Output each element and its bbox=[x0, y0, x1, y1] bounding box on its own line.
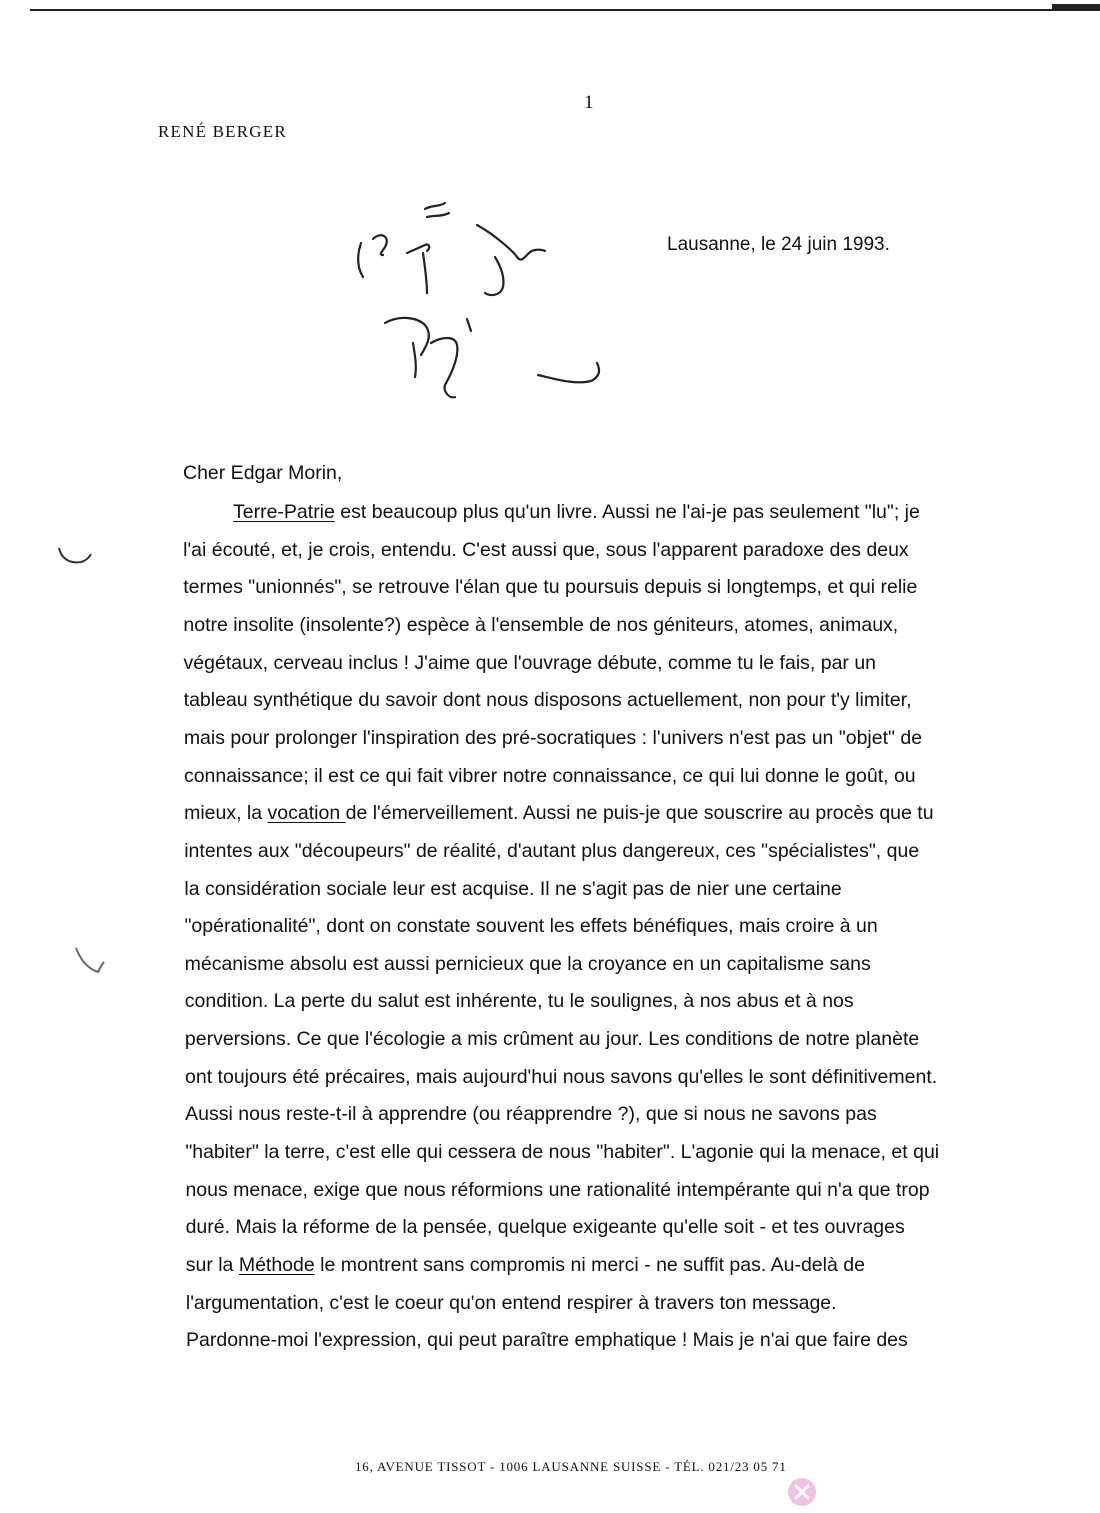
body-text-span: termes "unionnés", se retrouve l'élan que tu poursuis depuis si longtemps, et qui relie bbox=[183, 576, 918, 598]
body-text-span: le montrent sans compromis ni merci - ne suffit pas. Au-delà de bbox=[314, 1254, 865, 1276]
body-line bbox=[185, 1178, 929, 1202]
body-text-span: végétaux, cerveau inclus ! J'aime que l'ouvrage débute, comme tu le fais, par un bbox=[183, 652, 877, 674]
body-text-span: mais pour prolonger l'inspiration des pré-socratiques : l'univers n'est pas un "objet" de bbox=[183, 727, 923, 749]
page-number: 1 bbox=[584, 92, 594, 113]
body-text-span: Aussi nous reste-t-il à apprendre (ou réapprendre ?), que si nous ne savons pas bbox=[185, 1103, 877, 1125]
body-line bbox=[184, 651, 877, 675]
body-text-span: la considération sociale leur est acquise. Il ne s'agit pas de nier une certaine bbox=[184, 878, 842, 900]
letterhead-address: 16, AVENUE TISSOT - 1006 LAUSANNE SUISSE - TÉL. 021/23 05 71 bbox=[355, 1459, 787, 1474]
margin-pencil-mark bbox=[70, 942, 110, 982]
body-line bbox=[184, 764, 916, 788]
body-text-span: duré. Mais la réforme de la pensée, quelque exigeante qu'elle soit - et tes ouvrages bbox=[185, 1216, 905, 1238]
body-text-span: perversions. Ce que l'écologie a mis crûment au jour. Les conditions de notre planète bbox=[184, 1028, 920, 1050]
body-line bbox=[184, 839, 919, 863]
body-text-span: mécanisme absolu est aussi pernicieux que la croyance en un capitalisme sans bbox=[184, 953, 871, 975]
body-text-span: nous menace, exige que nous réformions une rationalité intempérante qui n'a que trop bbox=[185, 1179, 930, 1201]
letter-date: Lausanne, le 24 juin 1993. bbox=[667, 234, 890, 255]
underlined-text: vocation bbox=[267, 802, 346, 824]
body-line bbox=[184, 877, 841, 901]
body-line bbox=[185, 1102, 877, 1126]
body-text-span: tableau synthétique du savoir dont nous disposons actuellement, non pour t'y limiter, bbox=[183, 689, 912, 711]
body-line bbox=[186, 1328, 908, 1352]
body-line bbox=[185, 1065, 937, 1089]
body-text-span: connaissance; il est ce qui fait vibrer notre connaissance, ce qui lui donne le goût, ou bbox=[183, 765, 916, 787]
body-text-span: est beaucoup plus qu'un livre. Aussi ne l'ai-je pas seulement "lu"; je bbox=[334, 501, 920, 523]
body-line bbox=[184, 726, 922, 750]
body-line bbox=[185, 989, 854, 1013]
body-line bbox=[186, 1215, 905, 1239]
letterhead-sender: RENÉ BERGER bbox=[158, 122, 287, 141]
pink-stamp-mark bbox=[784, 1474, 820, 1510]
body-line bbox=[183, 575, 917, 599]
body-text-span: notre insolite (insolente?) espèce à l'ensemble de nos géniteurs, atomes, animaux, bbox=[183, 614, 899, 636]
body-line bbox=[233, 500, 920, 524]
body-text-span: de l'émerveillement. Aussi ne puis-je que souscrire au procès que tu bbox=[345, 802, 934, 824]
body-line bbox=[183, 538, 909, 562]
body-line bbox=[186, 1253, 865, 1277]
body-text-span: condition. La perte du salut est inhérente, tu le soulignes, à nos abus et à nos bbox=[184, 990, 854, 1012]
body-line bbox=[184, 801, 933, 825]
body-text-span: "opérationalité", dont on constate souvent les effets bénéfiques, mais croire à un bbox=[184, 915, 878, 937]
underlined-text: Méthode bbox=[238, 1254, 315, 1276]
body-line bbox=[185, 1027, 919, 1051]
margin-pencil-mark bbox=[55, 540, 95, 570]
body-text-span: intentes aux "découpeurs" de réalité, d'autant plus dangereux, ces "spécialistes", que bbox=[184, 840, 920, 862]
body-line bbox=[185, 1140, 939, 1164]
body-text-span: "habiter" la terre, c'est elle qui cessera de nous "habiter". L'agonie qui la menace, et qui bbox=[185, 1141, 940, 1163]
body-text-span: Pardonne-moi l'expression, qui peut paraître emphatique ! Mais je n'ai que faire des bbox=[186, 1329, 908, 1351]
body-line bbox=[185, 914, 878, 938]
body-line bbox=[184, 688, 912, 712]
underlined-text: Terre-Patrie bbox=[233, 501, 335, 523]
body-text-span: l'ai écouté, et, je crois, entendu. C'est aussi que, sous l'apparent paradoxe des deux bbox=[183, 539, 909, 561]
top-edge-rule bbox=[30, 9, 1100, 11]
body-text-span: mieux, la bbox=[184, 802, 268, 824]
body-text-span: sur la bbox=[185, 1254, 239, 1276]
body-line bbox=[185, 952, 871, 976]
body-line bbox=[183, 613, 898, 637]
body-line bbox=[186, 1291, 837, 1315]
handwritten-annotation bbox=[345, 195, 615, 410]
body-text-span: l'argumentation, c'est le coeur qu'on entend respirer à travers ton message. bbox=[185, 1292, 837, 1314]
body-text-span: ont toujours été précaires, mais aujourd'hui nous savons qu'elles le sont définitivement. bbox=[185, 1066, 938, 1088]
top-edge-shadow bbox=[1052, 4, 1100, 10]
salutation: Cher Edgar Morin, bbox=[183, 462, 343, 484]
